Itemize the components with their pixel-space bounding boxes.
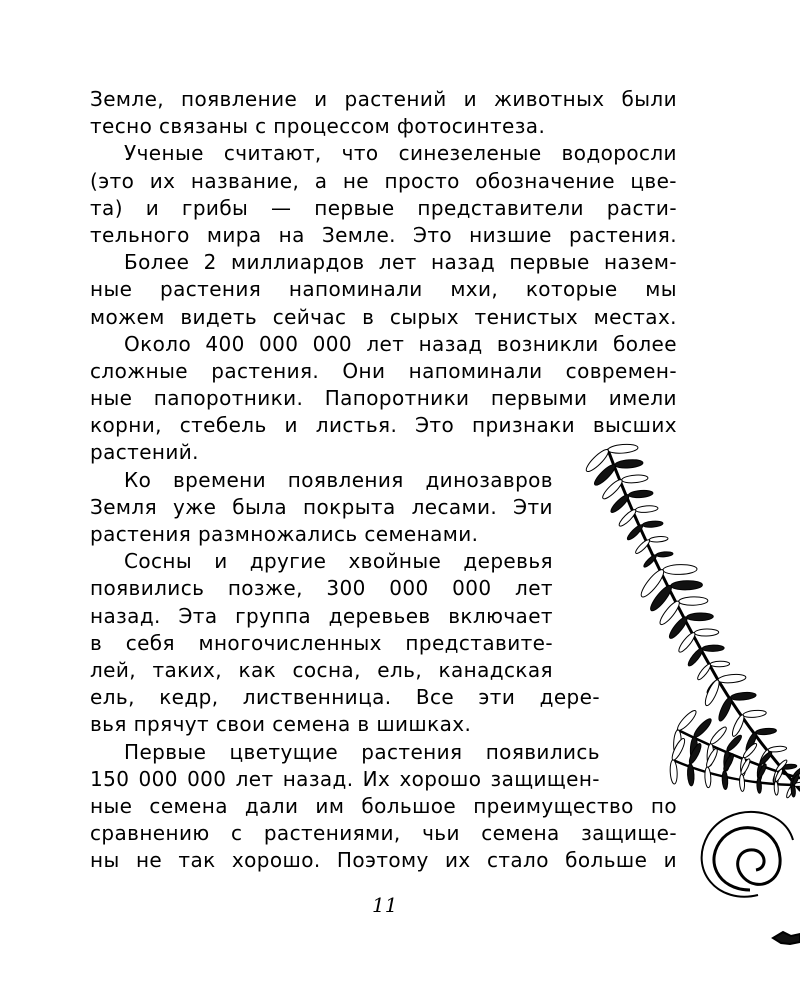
text-line: ные растения напоминали мхи, которые мы xyxy=(90,277,677,302)
text-line: ные семена дали им большое преимущество по xyxy=(90,793,677,818)
text-line: Первые цветущие растения появились xyxy=(124,739,600,764)
text-line: лей, таких, как сосна, ель, канадская xyxy=(90,657,553,682)
text-line: тельного мира на Земле. Это низшие растения. xyxy=(90,222,677,247)
text-line: ные папоротники. Папоротники первыми имели xyxy=(90,386,677,411)
text-line: Ко времени появления динозавров xyxy=(124,467,553,492)
text-line: сложные растения. Они напоминали современ- xyxy=(90,358,677,383)
text-line: назад. Эта группа деревьев включает xyxy=(90,603,553,628)
text-line: ель, кедр, лиственница. Все эти дере- xyxy=(90,685,600,710)
text-line: растения размножались семенами. xyxy=(90,522,479,546)
text-line: вья прячут свои семена в шишках. xyxy=(90,712,472,737)
text-line: в себя многочисленных представите- xyxy=(90,630,553,655)
text-line: тесно связаны с процессом фотосинтеза. xyxy=(90,114,546,139)
text-line: Земле, появление и растений и животных были xyxy=(90,87,677,111)
text-line: ны не так хорошо. Поэтому их стало больше и xyxy=(90,848,677,873)
fern-illustration-icon xyxy=(568,440,800,1000)
text-line: появились позже, 300 000 000 лет xyxy=(90,576,553,601)
text-line: та) и грибы — первые представители расти- xyxy=(90,195,677,220)
text-line: 150 000 000 лет назад. Их хорошо защищен- xyxy=(90,766,600,791)
text-line: (это их название, а не просто обозначение цве- xyxy=(90,168,677,193)
text-line: Около 400 000 000 лет назад возникли более xyxy=(124,331,677,356)
text-line: сравнению с растениями, чьи семена защище- xyxy=(90,821,677,846)
text-line: можем видеть сейчас в сырых тенистых местах. xyxy=(90,304,677,329)
page-number: 11 xyxy=(372,893,398,917)
text-line: Ученые считают, что синезеленые водоросли xyxy=(124,141,677,166)
text-line: Более 2 миллиардов лет назад первые назем- xyxy=(124,250,677,275)
text-line: растений. xyxy=(90,440,199,465)
text-line: Земля уже была покрыта лесами. Эти xyxy=(90,494,553,519)
text-line: корни, стебель и листья. Это признаки высших xyxy=(90,413,677,438)
text-line: Сосны и другие хвойные деревья xyxy=(124,549,553,574)
fiddlehead-icon xyxy=(702,812,793,897)
